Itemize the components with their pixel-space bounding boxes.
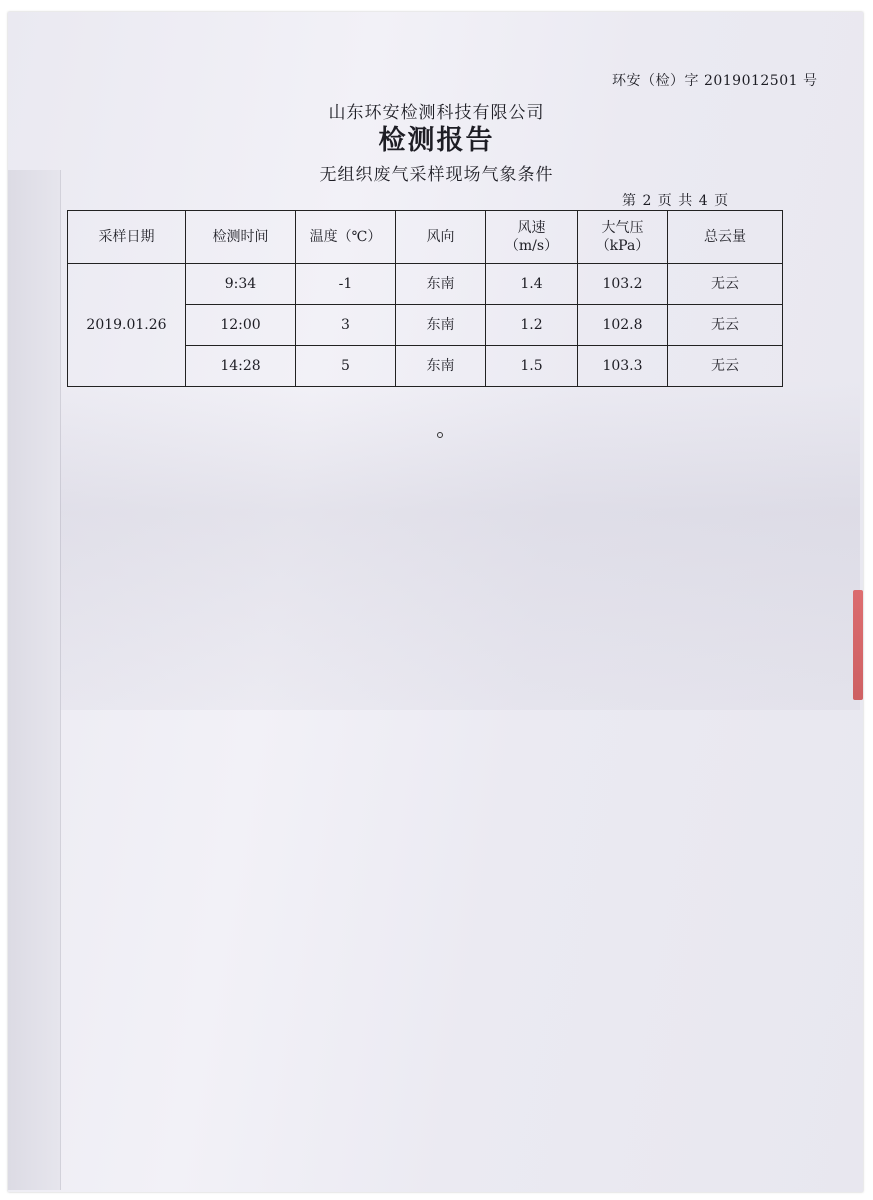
cell-temperature: 3 <box>296 305 396 346</box>
cell-wind-direction: 东南 <box>396 305 486 346</box>
cell-time: 12:00 <box>186 305 296 346</box>
header-test-time: 检测时间 <box>186 211 296 264</box>
weather-conditions-table <box>67 210 783 387</box>
report-subtitle: 无组织废气采样现场气象条件 <box>319 165 554 185</box>
header-temperature: 温度（℃） <box>296 211 396 264</box>
header-wind-speed <box>486 211 578 264</box>
header-pressure-label: 大气压 <box>601 220 644 236</box>
header-pressure-unit: （kPa） <box>595 238 650 254</box>
report-title: 检测报告 <box>378 125 495 156</box>
company-name: 山东环安检测科技有限公司 <box>328 103 545 123</box>
end-mark <box>437 432 443 438</box>
cell-time: 14:28 <box>186 346 296 387</box>
red-seal-edge <box>853 590 863 700</box>
page-number: 第 2 页 共 4 页 <box>622 193 729 209</box>
underlying-page-edge <box>8 170 61 1190</box>
cell-wind-direction: 东南 <box>396 346 486 387</box>
cell-wind-direction: 东南 <box>396 264 486 305</box>
table-row <box>68 264 783 305</box>
report-number: 环安（检）字 2019012501 号 <box>612 73 818 89</box>
cell-wind-speed: 1.4 <box>486 264 578 305</box>
cell-pressure: 103.3 <box>578 346 668 387</box>
cell-cloud-cover: 无云 <box>668 264 783 305</box>
cell-wind-speed: 1.2 <box>486 305 578 346</box>
cell-temperature: 5 <box>296 346 396 387</box>
header-sampling-date: 采样日期 <box>68 211 186 264</box>
scan-shadow <box>60 380 860 710</box>
cell-cloud-cover: 无云 <box>668 346 783 387</box>
header-pressure <box>578 211 668 264</box>
cell-time: 9:34 <box>186 264 296 305</box>
cell-temperature: -1 <box>296 264 396 305</box>
table-header-row <box>68 211 783 264</box>
cell-sampling-date: 2019.01.26 <box>68 264 186 387</box>
header-cloud-cover: 总云量 <box>668 211 783 264</box>
cell-pressure: 102.8 <box>578 305 668 346</box>
header-wind-direction: 风向 <box>396 211 486 264</box>
cell-pressure: 103.2 <box>578 264 668 305</box>
cell-wind-speed: 1.5 <box>486 346 578 387</box>
header-wind-speed-unit: （m/s） <box>504 238 559 254</box>
header-wind-speed-label: 风速 <box>517 220 546 236</box>
cell-cloud-cover: 无云 <box>668 305 783 346</box>
